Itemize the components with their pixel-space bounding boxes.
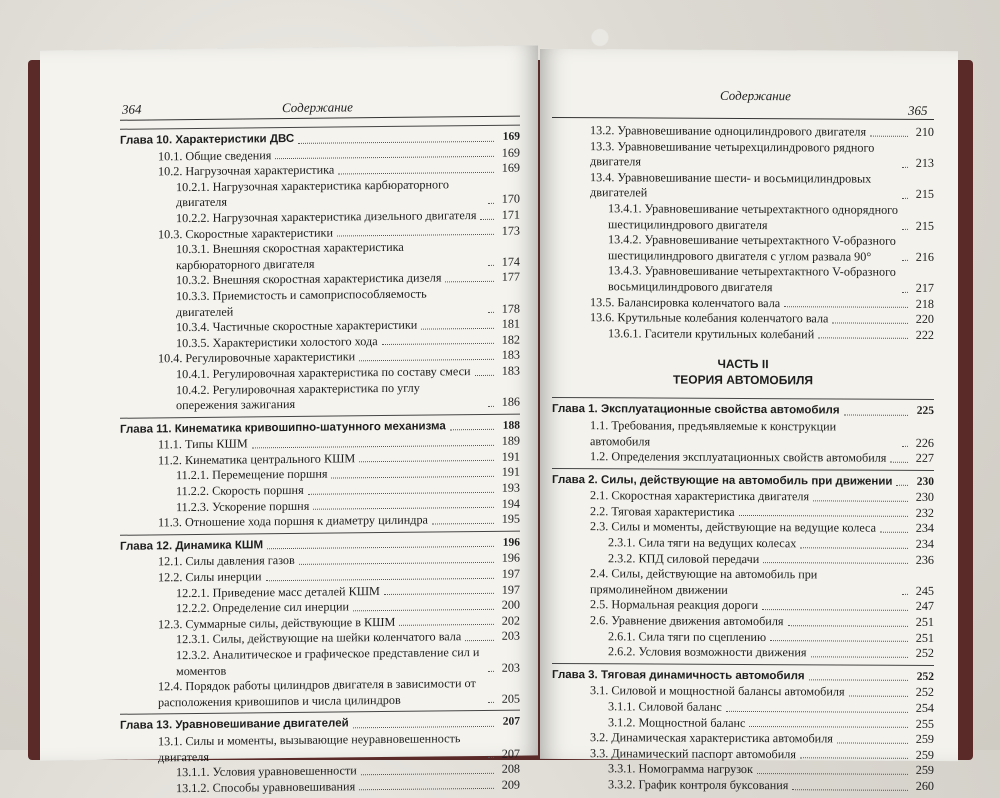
toc-page-number: 174 <box>501 254 520 269</box>
leader-dots <box>809 680 908 682</box>
toc-entry-title: 10.3.3. Приемистость и самоприспособляемость двигателей <box>176 286 427 319</box>
toc-entry-title: 12.3. Суммарные силы, действующие в КШМ <box>158 614 396 632</box>
toc-page-number: 254 <box>915 700 934 715</box>
leader-dots <box>331 476 494 479</box>
toc-entry <box>120 731 520 766</box>
toc-page-number: 191 <box>501 449 520 464</box>
leader-dots <box>399 624 494 626</box>
toc-page-number: 196 <box>502 536 520 549</box>
toc-page-number: 209 <box>501 777 520 792</box>
leader-dots <box>488 265 494 266</box>
leader-dots <box>338 172 494 175</box>
toc-entry-title: 13.1.2. Способы уравновешивания <box>176 779 356 795</box>
toc-entry-title: 13.6. Крутильные колебания коленчатого вала <box>590 310 829 326</box>
toc-entry <box>552 170 934 203</box>
toc-page-number: 215 <box>915 187 934 202</box>
leader-dots <box>792 789 908 791</box>
chapter-separator <box>552 397 934 400</box>
leader-dots <box>800 758 908 760</box>
toc-entry <box>552 326 934 344</box>
toc-entry-title: 10.2. Нагрузочная характеристика <box>158 162 335 179</box>
toc-list-right <box>552 123 934 795</box>
leader-dots <box>880 532 908 533</box>
toc-page-number: 227 <box>915 450 934 466</box>
toc-page-number: 202 <box>501 613 520 628</box>
toc-entry-title: 2.3.1. Сила тяги на ведущих колесах <box>608 535 797 551</box>
leader-dots <box>432 523 494 525</box>
leader-dots <box>763 562 908 564</box>
toc-entry-title: 2.4. Силы, действующие на автомобиль при прямолинейном движении <box>590 566 818 597</box>
toc-entry-title: 2.1. Скоростная характеристика двигателя <box>590 488 810 504</box>
toc-entry <box>552 201 934 234</box>
toc-page-number: 195 <box>501 511 520 527</box>
toc-page-number: 216 <box>915 249 934 264</box>
toc-entry-title: 2.3. Силы и моменты, действующие на ведущие колеса <box>590 519 877 536</box>
leader-dots <box>890 461 908 462</box>
toc-entry <box>120 676 520 711</box>
leader-dots <box>902 594 908 595</box>
page-number-left: 364 <box>122 101 142 117</box>
toc-page-number: 245 <box>915 583 934 598</box>
toc-page-number: 205 <box>501 691 520 706</box>
chapter-separator <box>120 125 520 130</box>
leader-dots <box>749 726 908 728</box>
right-page <box>540 49 958 793</box>
part-title: ТЕОРИЯ АВТОМОБИЛЯ <box>672 372 814 388</box>
toc-entry-title: 10.3.1. Внешняя скоростная характеристика карбюраторного двигателя <box>176 239 404 272</box>
toc-entry-title: 1.1. Требования, предъявляемые к конструкции автомобиля <box>590 418 837 448</box>
toc-page-number: 203 <box>501 628 520 644</box>
toc-entry-title: 3.3.1. Номограмма нагрузок <box>608 761 753 777</box>
toc-entry-title: 2.6.1. Сила тяги по сцеплению <box>608 628 767 644</box>
toc-entry-title: 10.2.2. Нагрузочная характеристика дизельного двигателя <box>176 208 477 226</box>
toc-page-number: 259 <box>915 747 934 762</box>
toc-page-number: 255 <box>915 716 934 731</box>
toc-page-number: 252 <box>915 685 934 700</box>
toc-entry-title: Глава 11. Кинематика кривошипно-шатунного механизма <box>120 420 446 436</box>
toc-page-number: 252 <box>915 646 934 661</box>
toc-entry-title: 12.3.2. Аналитическое и графическое представление сил и моментов <box>176 645 480 678</box>
toc-page-number: 177 <box>501 269 520 285</box>
toc-page-number: 194 <box>501 496 520 511</box>
leader-dots <box>298 140 494 143</box>
toc-entry-title: 2.2. Тяговая характеристика <box>590 504 735 519</box>
toc-page-number: 207 <box>501 746 520 761</box>
toc-page-number: 178 <box>501 301 520 316</box>
toc-entry-title: 10.3.2. Внешняя скоростная характеристика дизеля <box>176 270 442 288</box>
toc-entry <box>120 645 520 680</box>
toc-page-number: 218 <box>915 296 934 311</box>
toc-page-number: 230 <box>915 490 934 505</box>
toc-page-number: 234 <box>915 521 934 536</box>
toc-entry-title: 10.4.1. Регулировочная характеристика по составу смеси <box>176 364 471 382</box>
leader-dots <box>902 291 908 292</box>
header-rule <box>552 117 934 120</box>
toc-page-number: 191 <box>501 465 520 480</box>
toc-page-number: 173 <box>501 223 520 238</box>
toc-entry-title: 3.2. Динамическая характеристика автомобиля <box>590 730 833 746</box>
toc-entry <box>120 379 520 414</box>
toc-page-number: 183 <box>501 347 520 363</box>
toc-entry-title: 12.2.2. Определение сил инерции <box>176 599 350 616</box>
header-rule <box>120 116 520 121</box>
toc-entry-title: 12.4. Порядок работы цилиндров двигателя в зависимости от расположения кривошипов и числа цилиндров <box>158 676 476 710</box>
toc-entry-title: 2.6.2. Условия возможности движения <box>608 644 807 660</box>
toc-page-number: 225 <box>916 405 934 418</box>
leader-dots <box>299 562 494 565</box>
leader-dots <box>353 609 494 611</box>
toc-entry-title: 11.2.2. Скорость поршня <box>176 482 304 499</box>
toc-page-number: 169 <box>501 160 520 175</box>
toc-page-number: 207 <box>502 715 520 729</box>
toc-page-number: 220 <box>915 311 934 327</box>
toc-entry <box>552 644 934 662</box>
toc-entry-title: 10.3.5. Характеристики холостого хода <box>176 333 378 350</box>
left-page <box>40 45 538 795</box>
toc-entry <box>120 176 520 211</box>
toc-entry <box>120 286 520 321</box>
toc-page-number: 210 <box>915 124 934 139</box>
toc-entry-title: 12.3.1. Силы, действующие на шейки коленчатого вала <box>176 629 462 647</box>
toc-entry <box>552 232 934 265</box>
toc-entry <box>552 566 934 599</box>
leader-dots <box>382 343 494 345</box>
toc-page-number: 226 <box>915 435 934 450</box>
toc-entry-title: 11.2.1. Перемещение поршня <box>176 467 328 483</box>
toc-page-number: 259 <box>915 732 934 747</box>
toc-entry-title: 13.1.1. Условия уравновешенности <box>176 763 357 780</box>
leader-dots <box>488 406 494 407</box>
toc-entry-title: 13.4. Уравновешивание шести- и восьмицилиндровых двигателей <box>590 169 872 200</box>
leader-dots <box>818 338 908 339</box>
leader-dots <box>465 640 494 641</box>
toc-page-number: 203 <box>501 660 520 675</box>
leader-dots <box>359 788 494 790</box>
leader-dots <box>784 306 908 308</box>
toc-page-number: 193 <box>501 480 520 495</box>
leader-dots <box>739 515 908 517</box>
leader-dots <box>811 656 909 658</box>
toc-entry <box>552 139 934 172</box>
chapter-separator <box>552 468 934 471</box>
toc-entry-title: 10.3.4. Частичные скоростные характеристики <box>176 317 418 335</box>
toc-entry-title: 13.4.3. Уравновешивание четырехтактного V-образного восьмицилиндрового двигателя <box>608 263 896 295</box>
toc-entry-title: 13.3. Уравновешивание четырехцилиндрового рядного двигателя <box>590 138 875 169</box>
toc-page-number: 182 <box>501 332 520 347</box>
leader-dots <box>313 507 494 510</box>
leader-dots <box>902 167 908 168</box>
leader-dots <box>450 429 494 430</box>
toc-page-number: 213 <box>915 156 934 171</box>
leader-dots <box>902 446 908 447</box>
toc-entry-title: 13.4.2. Уравновешивание четырехтактного V-образного шестицилиндрового двигателя с углом развала 90° <box>608 232 896 264</box>
leader-dots <box>870 135 908 136</box>
toc-page-number: 232 <box>915 505 934 520</box>
toc-entry-title: 10.4.2. Регулировочная характеристика по углу опережения зажигания <box>176 380 420 413</box>
leader-dots <box>488 203 494 204</box>
toc-entry-title: 3.1.2. Мощностной баланс <box>608 714 746 730</box>
toc-entry-title: 3.3.2. График контроля буксования <box>608 777 789 793</box>
chapter-separator <box>552 663 934 666</box>
leader-dots <box>813 500 908 501</box>
toc-entry <box>552 418 934 451</box>
toc-page-number: 188 <box>502 419 520 432</box>
toc-page-number: 186 <box>501 394 520 409</box>
toc-entry-title: 13.6.1. Гасители крутильных колебаний <box>608 325 815 342</box>
toc-page-number: 251 <box>915 630 934 645</box>
toc-entry-title: 13.1. Силы и моменты, вызывающие неуравновешенность двигателя <box>158 731 461 764</box>
toc-page-number: 169 <box>502 130 520 143</box>
leader-dots <box>902 229 908 230</box>
leader-dots <box>849 696 908 697</box>
running-header-right: Содержание <box>720 87 791 104</box>
leader-dots <box>421 328 494 330</box>
toc-entry-title: 10.2.1. Нагрузочная характеристика карбюраторного двигателя <box>176 177 449 210</box>
leader-dots <box>267 546 494 549</box>
leader-dots <box>837 742 908 743</box>
leader-dots <box>337 234 494 237</box>
toc-page-number: 169 <box>501 145 520 160</box>
toc-page-number: 217 <box>915 280 934 295</box>
toc-entry-title: 2.3.2. КПД силовой передачи <box>608 550 760 566</box>
toc-entry-title: 3.1.1. Силовой баланс <box>608 699 722 714</box>
toc-page-number: 170 <box>501 191 520 207</box>
leader-dots <box>488 671 494 672</box>
toc-entry-title: 1.2. Определения эксплуатационных свойств автомобиля <box>590 449 887 465</box>
toc-page-number: 236 <box>915 552 934 567</box>
leader-dots <box>800 547 908 549</box>
toc-page-number: 208 <box>501 761 520 776</box>
toc-page-number: 189 <box>501 433 520 449</box>
toc-page-number: 252 <box>916 670 934 683</box>
toc-entry-title: 11.1. Типы КШМ <box>158 436 248 452</box>
leader-dots <box>902 198 908 199</box>
chapter-separator <box>120 710 520 715</box>
toc-entry-title: 13.4.1. Уравновешивание четырехтактного однорядного шестицилиндрового двигателя <box>608 201 898 232</box>
leader-dots <box>475 374 494 375</box>
leader-dots <box>902 260 908 261</box>
toc-page-number: 260 <box>915 778 934 793</box>
toc-page-number: 181 <box>501 316 520 331</box>
toc-entry <box>552 263 934 296</box>
toc-entry-title: 13.5. Балансировка коленчатого вала <box>590 294 781 310</box>
toc-entry-title: Глава 13. Уравновешивание двигателей <box>120 717 349 733</box>
leader-dots <box>488 757 494 758</box>
toc-entry-title: Глава 10. Характеристики ДВС <box>120 132 295 147</box>
leader-dots <box>844 414 908 415</box>
toc-page-number: 247 <box>915 599 934 614</box>
chapter-separator <box>120 530 520 535</box>
toc-page-number: 230 <box>916 475 934 488</box>
toc-page-number: 259 <box>915 763 934 778</box>
toc-page-number: 183 <box>501 363 520 378</box>
toc-entry-title: Глава 1. Эксплуатационные свойства автомобиля <box>552 403 840 417</box>
part-label: ЧАСТЬ II <box>717 357 769 372</box>
toc-entry-title: 11.2.3. Ускорение поршня <box>176 498 310 514</box>
toc-entry-title: 12.2. Силы инерции <box>158 569 262 585</box>
leader-dots <box>488 702 494 703</box>
leader-dots <box>488 312 494 313</box>
toc-page-number: 251 <box>915 614 934 629</box>
running-header-left: Содержание <box>282 99 353 116</box>
toc-entry-title: 3.1. Силовой и мощностной балансы автомобиля <box>590 683 845 699</box>
leader-dots <box>359 460 494 462</box>
toc-page-number: 215 <box>915 218 934 233</box>
toc-entry-title: 12.1. Силы давления газов <box>158 553 295 569</box>
leader-dots <box>726 710 908 712</box>
leader-dots <box>359 359 494 361</box>
toc-entry-title: 10.3. Скоростные характеристики <box>158 225 333 241</box>
toc-entry-title: 10.1. Общие сведения <box>158 147 272 163</box>
toc-list-left <box>120 122 520 798</box>
toc-entry-title: Глава 2. Силы, действующие на автомобиль при движении <box>552 473 893 488</box>
leader-dots <box>757 773 908 775</box>
toc-entry-title: 11.2. Кинематика центрального КШМ <box>158 451 356 468</box>
leader-dots <box>308 492 494 495</box>
leader-dots <box>832 322 908 323</box>
leader-dots <box>445 281 494 283</box>
toc-page-number: 234 <box>915 536 934 552</box>
chapter-separator <box>120 413 520 418</box>
toc-entry <box>120 239 520 274</box>
toc-entry-title: 3.3. Динамический паспорт автомобиля <box>590 745 796 762</box>
leader-dots <box>275 156 494 159</box>
toc-page-number: 197 <box>501 566 520 581</box>
leader-dots <box>770 640 908 642</box>
toc-entry-title: 12.2.1. Приведение масс деталей КШМ <box>176 583 380 600</box>
toc-entry-title: 2.5. Нормальная реакция дороги <box>590 597 759 613</box>
toc-entry-title: 2.6. Уравнение движения автомобиля <box>590 613 784 629</box>
toc-entry-title: Глава 12. Динамика КШМ <box>120 539 264 553</box>
leader-dots <box>252 445 494 449</box>
toc-page-number: 200 <box>501 597 520 612</box>
leader-dots <box>762 609 908 611</box>
leader-dots <box>353 726 494 728</box>
toc-page-number: 197 <box>501 582 520 597</box>
toc-entry <box>120 777 520 797</box>
part-heading <box>552 355 934 389</box>
leader-dots <box>480 218 494 219</box>
toc-page-number: 171 <box>501 207 520 222</box>
toc-entry-title: 10.4. Регулировочные характеристики <box>158 349 356 366</box>
page-number-right: 365 <box>908 102 928 118</box>
toc-entry <box>552 777 934 795</box>
leader-dots <box>266 577 494 580</box>
toc-entry-title: 11.3. Отношение хода поршня к диаметру цилиндра <box>158 512 428 530</box>
toc-entry <box>552 449 934 467</box>
toc-page-number: 196 <box>501 551 520 566</box>
toc-entry <box>120 512 520 532</box>
toc-entry-title: 13.2. Уравновешивание одноцилиндрового двигателя <box>590 123 867 139</box>
leader-dots <box>896 485 908 486</box>
leader-dots <box>361 773 494 775</box>
toc-page-number: 222 <box>915 327 934 342</box>
leader-dots <box>384 593 494 595</box>
leader-dots <box>788 625 908 627</box>
toc-entry-title: Глава 3. Тяговая динамичность автомобиля <box>552 668 805 683</box>
